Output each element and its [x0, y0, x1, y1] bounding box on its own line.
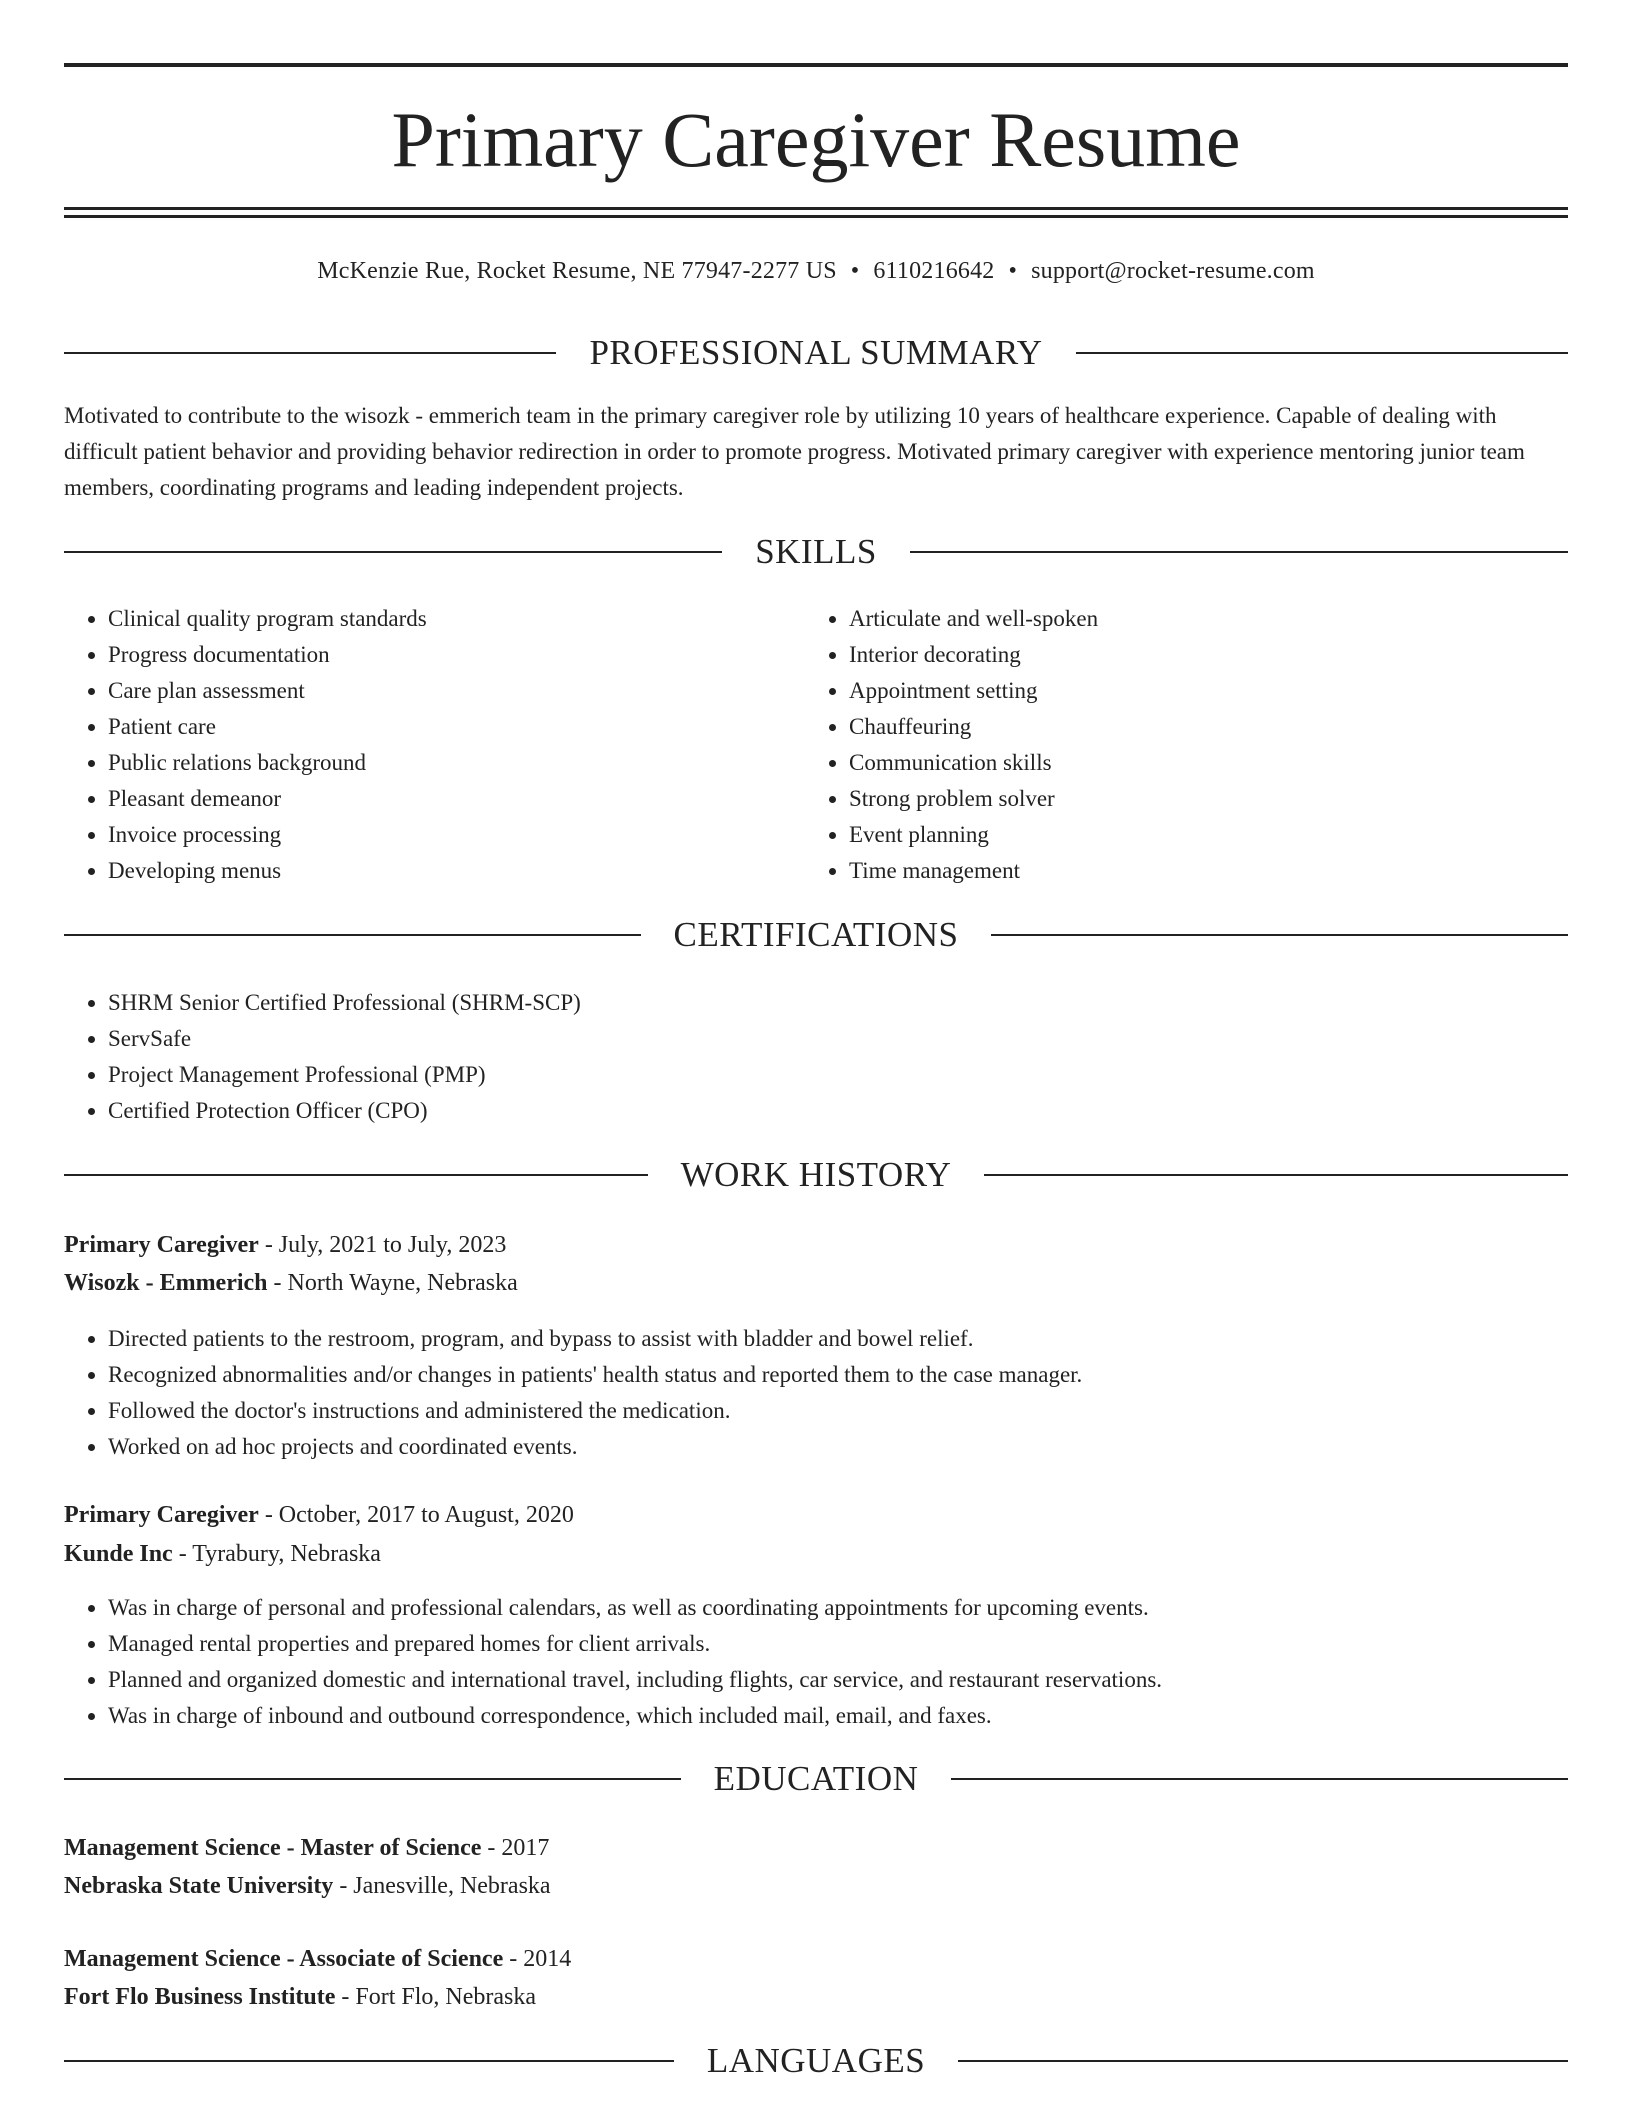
section-title: CERTIFICATIONS: [673, 915, 959, 954]
heading-rule: [64, 1778, 681, 1780]
job-bullet: • Directed patients to the restroom, program, and bypass to assist with bladder and bowel relief.: [108, 1321, 1082, 1357]
job-company: Wisozk - Emmerich: [64, 1270, 268, 1296]
summary-text: Motivated to contribute to the wisozk - emmerich team in the primary caregiver role by utilizing 10 years of healthcare experience. Capable of dealing with difficult patient behavior and providing behavior redirection in order to promote progress. Motivated primary caregiver with experience mentoring junior team members, coordinating programs and leading independent projects.: [64, 403, 1525, 500]
heading-rule: [1076, 352, 1568, 354]
contact-separator: •: [1008, 258, 1018, 284]
job-dates: - July, 2021 to July, 2023: [258, 1232, 507, 1258]
skill-item: • Clinical quality program standards: [108, 601, 427, 637]
contact-email: support@rocket-resume.com: [1031, 258, 1315, 284]
heading-rule: [64, 352, 556, 354]
job-location: - Tyrabury, Nebraska: [172, 1541, 381, 1567]
heading-rule: [910, 551, 1568, 553]
section-heading-certifications: [64, 913, 1568, 957]
skill-item: • Care plan assessment: [108, 673, 427, 709]
job-bullet: • Followed the doctor's instructions and administered the medication.: [108, 1393, 1082, 1429]
education-location: - Fort Flo, Nebraska: [335, 1984, 536, 2010]
job-title: Primary Caregiver: [64, 1502, 259, 1528]
job-location: - North Wayne, Nebraska: [267, 1270, 518, 1296]
education-school-line: [64, 1868, 1568, 1904]
job-bullet: • Worked on ad hoc projects and coordinated events.: [108, 1429, 1082, 1465]
heading-rule: [991, 934, 1568, 936]
skill-item: • Interior decorating: [849, 637, 1098, 673]
job-bullets: [64, 1321, 1082, 1465]
skill-item: • Chauffeuring: [849, 709, 1098, 745]
job-bullet: • Recognized abnormalities and/or changes in patients' health status and reported them to the case manager.: [108, 1357, 1082, 1393]
education-degree-line: [64, 1941, 1568, 1977]
certification-item: • Project Management Professional (PMP): [108, 1057, 581, 1093]
education-school: Fort Flo Business Institute: [64, 1984, 336, 2010]
skill-item: • Progress documentation: [108, 637, 427, 673]
skill-item: • Articulate and well-spoken: [849, 601, 1098, 637]
education-school-line: [64, 1979, 1568, 2015]
job-bullet: • Managed rental properties and prepared homes for client arrivals.: [108, 1626, 1162, 1662]
heading-rule: [64, 1174, 648, 1176]
section-title: EDUCATION: [713, 1759, 919, 1798]
contact-address: McKenzie Rue, Rocket Resume, NE 77947-2277 US: [317, 258, 837, 284]
education-degree: Management Science - Master of Science: [64, 1835, 482, 1861]
skill-item: • Strong problem solver: [849, 781, 1098, 817]
job-company-line: [64, 1536, 1568, 1572]
resume-title: Primary Caregiver Resume: [391, 96, 1241, 183]
skill-item: • Appointment setting: [849, 673, 1098, 709]
education-degree: Management Science - Associate of Science: [64, 1946, 504, 1972]
skills-list-right: [805, 601, 1098, 889]
section-heading-education: [64, 1757, 1568, 1801]
skill-item: • Developing menus: [108, 853, 427, 889]
job-title: Primary Caregiver: [64, 1232, 259, 1258]
skills-list-left: [64, 601, 427, 889]
job-company-line: [64, 1265, 1568, 1301]
heading-rule: [64, 934, 641, 936]
section-title: WORK HISTORY: [680, 1155, 952, 1194]
job-bullet: • Was in charge of personal and professional calendars, as well as coordinating appointments for upcoming events.: [108, 1590, 1162, 1626]
certification-item: • SHRM Senior Certified Professional (SHRM-SCP): [108, 985, 581, 1021]
top-rule: [64, 63, 1568, 67]
education-year: - 2014: [503, 1946, 572, 1972]
skill-item: • Public relations background: [108, 745, 427, 781]
job-title-line: [64, 1227, 1568, 1263]
section-title: LANGUAGES: [706, 2041, 926, 2080]
education-location: - Janesville, Nebraska: [333, 1873, 551, 1899]
title-double-rule: [64, 207, 1568, 218]
job-bullets: [64, 1590, 1162, 1734]
section-heading-languages: [64, 2039, 1568, 2083]
skill-item: • Pleasant demeanor: [108, 781, 427, 817]
heading-rule: [64, 2060, 674, 2062]
job-dates: - October, 2017 to August, 2020: [258, 1502, 574, 1528]
contact-phone: 6110216642: [873, 258, 995, 284]
job-bullet: • Planned and organized domestic and international travel, including flights, car service, and restaurant reservations.: [108, 1662, 1162, 1698]
job-bullet: • Was in charge of inbound and outbound correspondence, which included mail, email, and faxes.: [108, 1698, 1162, 1734]
certification-item: • ServSafe: [108, 1021, 581, 1057]
certifications-list: [64, 985, 581, 1129]
education-school: Nebraska State University: [64, 1873, 334, 1899]
education-year: - 2017: [481, 1835, 550, 1861]
skill-item: • Communication skills: [849, 745, 1098, 781]
heading-rule: [958, 2060, 1568, 2062]
contact-separator: •: [850, 258, 860, 284]
section-heading-skills: [64, 530, 1568, 574]
education-degree-line: [64, 1830, 1568, 1866]
section-heading-summary: [64, 331, 1568, 375]
heading-rule: [984, 1174, 1568, 1176]
section-title: PROFESSIONAL SUMMARY: [589, 333, 1043, 372]
skill-item: • Event planning: [849, 817, 1098, 853]
heading-rule: [64, 551, 722, 553]
job-company: Kunde Inc: [64, 1541, 173, 1567]
job-title-line: [64, 1497, 1568, 1533]
section-heading-work-history: [64, 1153, 1568, 1197]
skill-item: • Time management: [849, 853, 1098, 889]
certification-item: • Certified Protection Officer (CPO): [108, 1093, 581, 1129]
contact-line: [64, 256, 1568, 286]
section-title: SKILLS: [755, 532, 877, 571]
skill-item: • Patient care: [108, 709, 427, 745]
skill-item: • Invoice processing: [108, 817, 427, 853]
heading-rule: [951, 1778, 1568, 1780]
